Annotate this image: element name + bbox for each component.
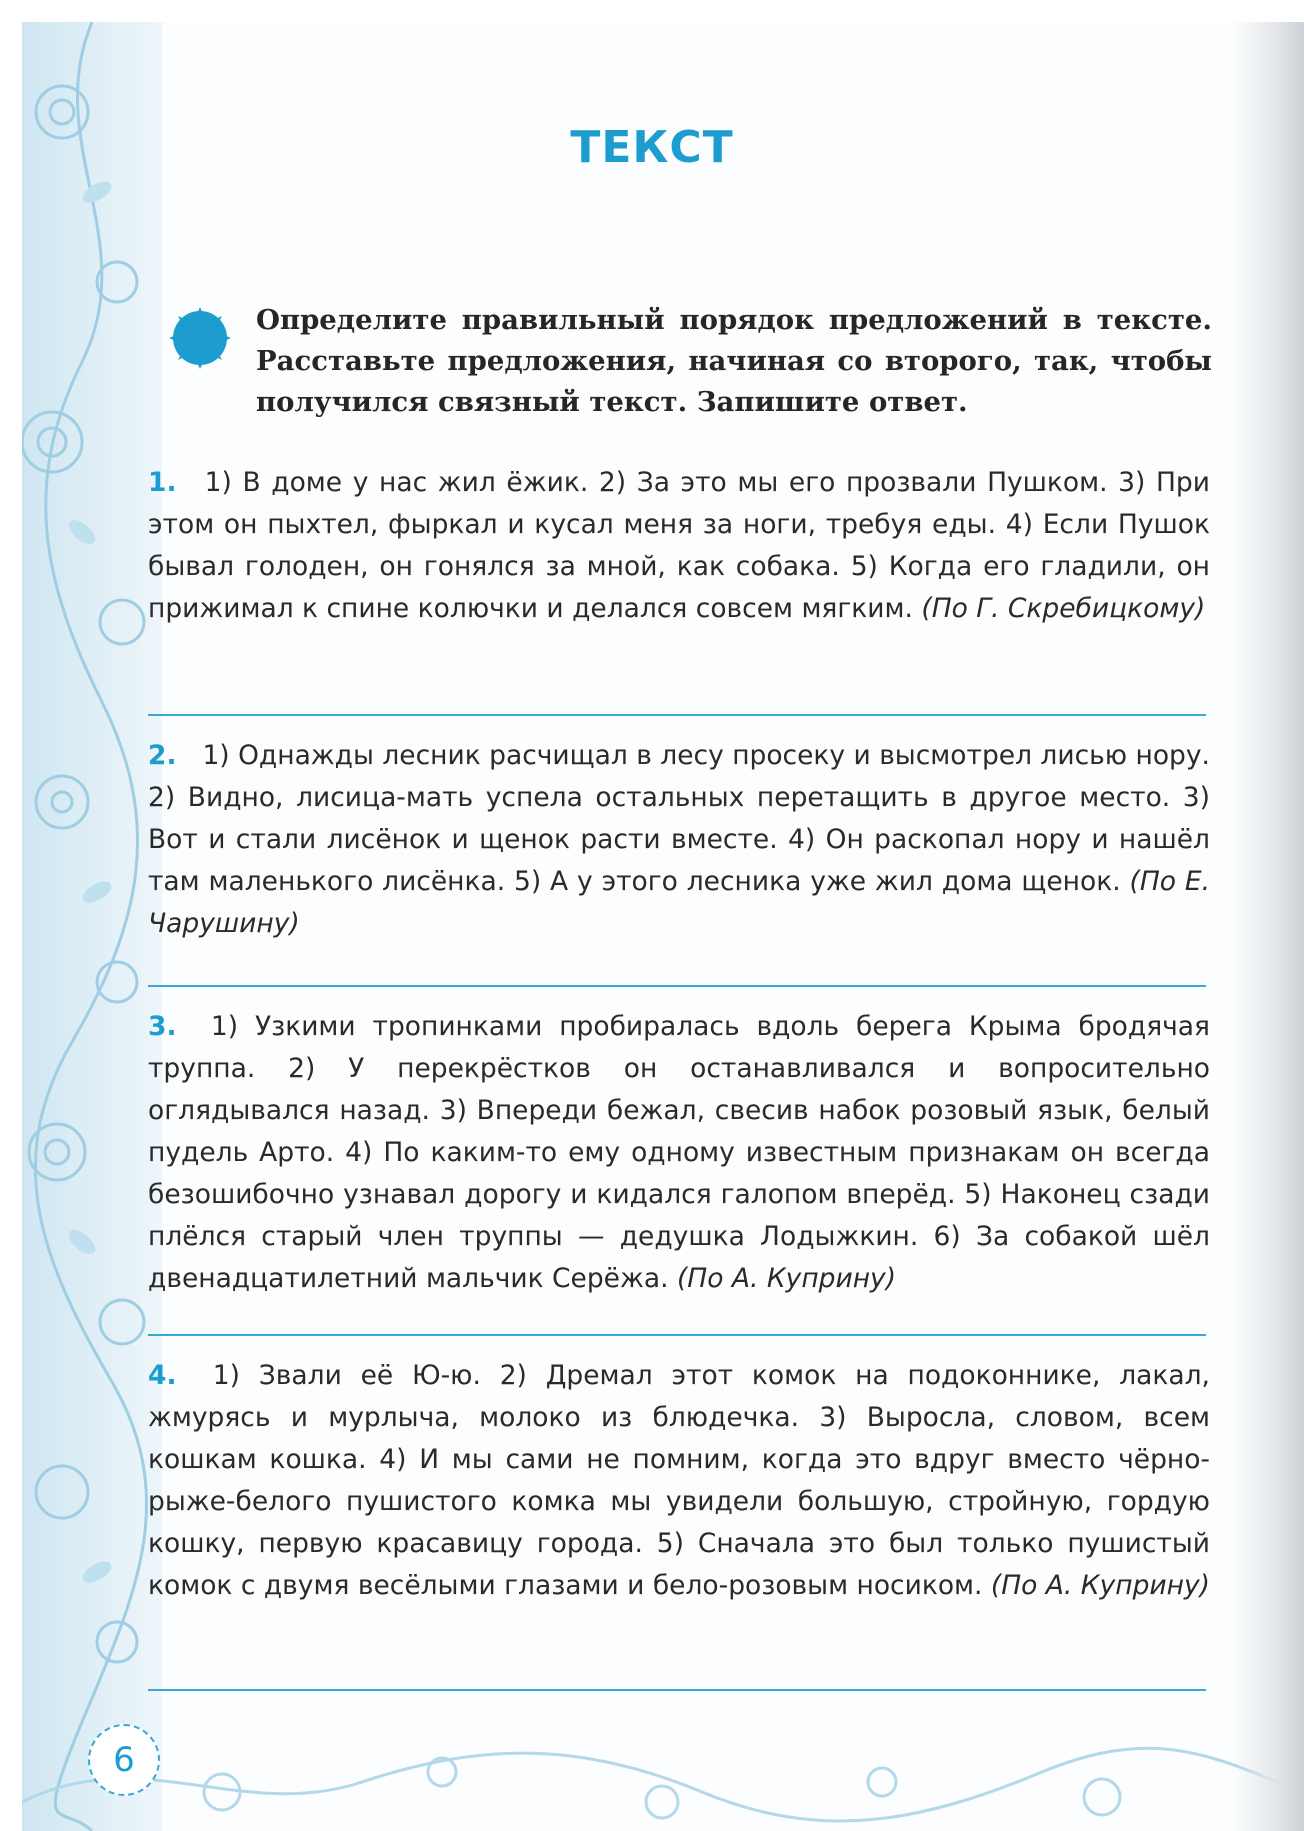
task-text: 1) Однажды лесник расчищал в лесу просеку и высмотрел лисью нору. 2) Видно, лисица-мать успела остальных перетащить в другое место. 3) Вот и стали лисёнок и щенок расти вместе. 4) Он раскопал нору и нашёл там маленького лисёнка. 5) А у этого лесника уже жил дома щенок. bbox=[148, 740, 1210, 897]
task-number: 1. bbox=[148, 467, 177, 498]
left-floral-ornament bbox=[22, 22, 162, 1831]
answer-line-2[interactable] bbox=[148, 985, 1206, 987]
task-number: 3. bbox=[148, 1011, 177, 1042]
page-number: 6 bbox=[88, 1724, 160, 1796]
task-source: (По А. Куприну) bbox=[990, 1570, 1210, 1601]
task-source: (По А. Куприну) bbox=[676, 1263, 897, 1294]
blue-sunburst-icon bbox=[168, 306, 232, 370]
task-number: 2. bbox=[148, 740, 177, 771]
task-text: 1) Звали её Ю-ю. 2) Дремал этот комок на подоконнике, лакал, жмурясь и мурлыча, молоко из блюдечка. 3) Выросла, словом, всем кошкам кошка. 4) И мы сами не помним, когда это вдруг вместо чёрно-рыже-белого пушистого комка мы увидели большую, стройную, гордую кошку, первую красавицу города. 5) Сначала это был только пушистый комок с двумя весёлыми глазами и бело-розовым носиком. bbox=[148, 1360, 1210, 1601]
task-number: 4. bbox=[148, 1360, 177, 1391]
answer-line-1[interactable] bbox=[148, 714, 1206, 716]
bottom-floral-ornament bbox=[22, 1702, 1304, 1831]
answer-line-3[interactable] bbox=[148, 1334, 1206, 1336]
task-source: (По Г. Скребицкому) bbox=[921, 593, 1206, 624]
page-fold-shadow bbox=[1234, 22, 1304, 1831]
page-title: ТЕКСТ bbox=[570, 122, 734, 173]
task-source: (По Е. Чарушину) bbox=[148, 866, 1210, 939]
answer-line-4[interactable] bbox=[148, 1689, 1206, 1691]
task-item-1 bbox=[148, 462, 1210, 630]
task-text: 1) Узкими тропинками пробиралась вдоль берега Крыма бродячая труппа. 2) У перекрёстков он останавливался и вопросительно оглядывался назад. 3) Впереди бежал, свесив набок розовый язык, белый пудель Арто. 4) По каким-то ему одному известным признакам он всегда безошибочно узнавал дорогу и кидался галопом вперёд. 5) Наконец сзади плёлся старый член труппы — дедушка Лодыжкин. 6) За собакой шёл двенадцатилетний мальчик Серёжа. bbox=[148, 1011, 1210, 1294]
instruction-text: Определите правильный порядок предложений в тексте. Расставьте предложения, начиная со второго, так, чтобы получился связный текст. Запишите ответ. bbox=[256, 304, 1212, 418]
task-instruction bbox=[172, 300, 1212, 423]
task-item-4 bbox=[148, 1355, 1210, 1607]
task-item-3 bbox=[148, 1006, 1210, 1300]
task-text: 1) В доме у нас жил ёжик. 2) За это мы его прозвали Пушком. 3) При этом он пыхтел, фыркал и кусал меня за ноги, требуя еды. 4) Если Пушок бывал голоден, он гонялся за мной, как собака. 5) Когда его гладили, он прижимал к спине колючки и делался совсем мягким. bbox=[148, 467, 1210, 624]
task-item-2 bbox=[148, 735, 1210, 945]
